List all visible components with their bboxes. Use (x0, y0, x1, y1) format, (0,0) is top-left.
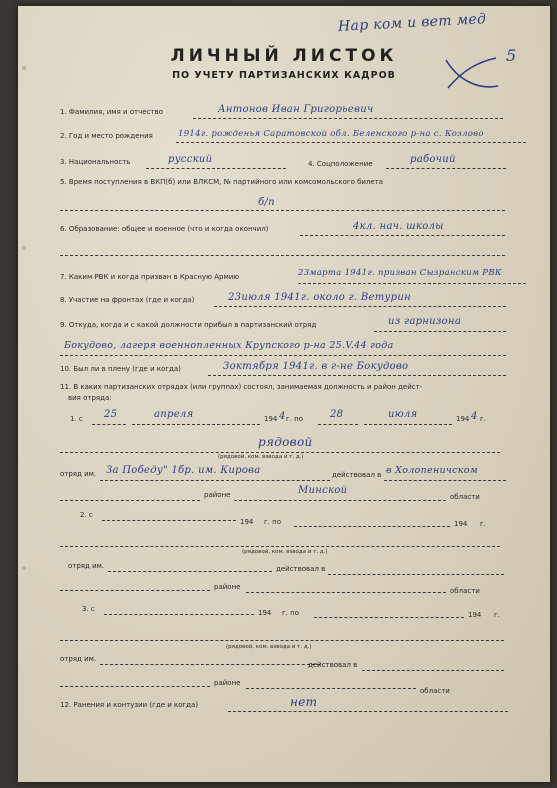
period-1-deistvoval-line (384, 480, 506, 481)
period-3-prefix: 3. с (82, 605, 95, 613)
punch-hole (22, 246, 26, 250)
period-3-end: 194 (468, 611, 482, 619)
field-5-label: 5. Время поступления в ВКП(б) или ВЛКСМ, № партийного или комсомольского билета (60, 178, 384, 186)
period-3-to-line (314, 617, 464, 618)
field-6-line (300, 235, 505, 236)
field-9-value-b: Бокудово, лагеря военнопленных Крупского р-на 25.V.44 года (64, 340, 394, 351)
field-10-value: 3октября 1941г. в г-не Бокудово (223, 361, 409, 372)
field-1-line (193, 118, 503, 119)
period-2-deistvoval-label: действовал в (276, 565, 326, 573)
field-7-label: 7. Каким РВК и когда призван в Красную Армию (60, 273, 240, 281)
period-3-position-line (60, 640, 504, 641)
page-title: ЛИЧНЫЙ ЛИСТОК (170, 46, 398, 66)
period-1-to-label: г. по (286, 415, 303, 423)
period-3-to-label: г. по (282, 609, 299, 617)
field-10-label: 10. Был ли в плену (где и когда) (60, 365, 181, 373)
field-6-value: 4кл. нач. школы (353, 221, 444, 232)
field-7-value: 23марта 1941г. призван Сызранским РВК (298, 268, 502, 278)
period-2-raione-label: районе (214, 583, 241, 591)
period-2-to-line (294, 526, 450, 527)
period-3-raion-line (60, 686, 210, 687)
field-1-value: Антонов Иван Григорьевич (218, 104, 374, 115)
page-subtitle: ПО УЧЕТУ ПАРТИЗАНСКИХ КАДРОВ (172, 70, 396, 81)
punch-hole (22, 566, 26, 570)
period-3-position-hint: (рядовой, ком. взвода и т. д.) (226, 644, 312, 650)
period-3-otryad-line (100, 664, 320, 665)
field-10-line (208, 375, 506, 376)
field-9-line-2 (60, 355, 506, 356)
period-1-otryad-label: отряд им. (60, 470, 97, 478)
period-2-from-line (102, 520, 236, 521)
period-1-year-to-digit: 4 (471, 411, 478, 422)
period-1-oblasti-label: области (450, 493, 480, 501)
period-3-oblasti-label: области (420, 687, 450, 695)
field-1-label: 1. Фамилия, имя и отчество (60, 108, 163, 116)
period-1-day-to: 28 (330, 409, 344, 420)
period-2-oblasti-label: области (450, 587, 480, 595)
period-1-oblast-value: Минской (298, 485, 348, 496)
period-2-mid: 194 (240, 518, 254, 526)
field-5-value: б/п (258, 197, 275, 208)
period-3-from-line (104, 614, 254, 615)
period-2-suffix: г. (480, 520, 486, 528)
field-11-label-cont: вия отряда: (68, 394, 112, 402)
document-sheet (18, 6, 550, 782)
period-1-raion-line (60, 500, 200, 501)
period-3-otryad-label: отряд им. (60, 655, 97, 663)
period-1-day-from-line (92, 424, 126, 425)
field-6-line-2 (60, 255, 505, 256)
period-1-deistvoval-value: в Холопеничском (386, 465, 478, 476)
field-9-label: 9. Откуда, когда и с какой должности прибыл в партизанский отряд (60, 321, 317, 329)
period-1-year-from-prefix: 194 (264, 415, 278, 423)
period-2-otryad-line (108, 571, 272, 572)
corner-note: Нар ком и вет мед (337, 11, 487, 35)
period-1-month-from-line (132, 424, 260, 425)
period-1-month-to-line (364, 424, 452, 425)
field-5-line (60, 210, 505, 211)
field-2-line (176, 142, 526, 143)
period-2-deistvoval-line (328, 574, 504, 575)
period-1-position-line (60, 452, 500, 453)
period-3-mid: 194 (258, 609, 272, 617)
period-2-position-line (60, 546, 500, 547)
field-8-value: 23июля 1941г. около г. Ветурин (228, 292, 411, 303)
field-3-label: 3. Национальность (60, 158, 131, 166)
period-1-prefix: 1. с (70, 415, 83, 423)
period-1-year-to-prefix: 194 (456, 415, 470, 423)
period-2-end: 194 (454, 520, 468, 528)
field-3-line (146, 168, 286, 169)
field-4-label: 4. Соцположение (308, 160, 373, 168)
period-1-year-from-digit: 4 (279, 411, 286, 422)
period-2-position-hint: (рядовой, ком. взвода и т. д.) (242, 549, 328, 555)
field-8-line (214, 306, 506, 307)
field-4-line (386, 168, 506, 169)
field-12-label: 12. Ранения и контузии (где и когда) (60, 701, 199, 709)
period-1-otryad-line (100, 480, 330, 481)
field-2-label: 2. Год и место рождения (60, 132, 153, 140)
field-12-line (228, 711, 508, 712)
field-11-label: 11. В каких партизанских отрядах (или группах) состоял, занимаемая должность и район дейст- (60, 383, 423, 391)
period-3-oblast-line (246, 688, 416, 689)
period-2-prefix: 2. с (80, 511, 93, 519)
field-8-label: 8. Участие на фронтах (где и когда) (60, 296, 195, 304)
period-1-raione-label: районе (204, 491, 231, 499)
field-9-value-a: из гарнизона (388, 316, 462, 327)
period-1-deistvoval-label: действовал в (332, 471, 382, 479)
field-3-value: русский (168, 154, 213, 165)
period-2-oblast-line (246, 592, 446, 593)
period-1-month-to: июля (388, 409, 418, 420)
period-1-day-to-line (318, 424, 358, 425)
period-1-month-from: апреля (154, 409, 194, 420)
period-3-raione-label: районе (214, 679, 241, 687)
field-4-value: рабочий (410, 154, 456, 165)
period-1-suffix: г. (480, 415, 486, 423)
period-2-raion-line (60, 590, 210, 591)
period-2-otryad-label: отряд им. (68, 562, 105, 570)
period-3-deistvoval-label: действовал в (308, 661, 358, 669)
period-1-otryad-value: За Победу" 1бр. им. Кирова (106, 465, 261, 476)
period-2-to-label: г. по (264, 518, 281, 526)
period-3-suffix: г. (494, 611, 500, 619)
field-7-line (298, 283, 526, 284)
period-3-deistvoval-line (362, 670, 504, 671)
field-12-value: нет (290, 695, 318, 709)
field-6-label: 6. Образование: общее и военное (что и когда окончил) (60, 225, 269, 233)
corner-mark: 5 (506, 46, 517, 65)
field-2-value: 1914г. рожденья Саратовской обл. Беленского р-на с. Козлово (178, 129, 484, 139)
period-1-position: рядовой (258, 435, 313, 449)
period-1-day-from: 25 (104, 409, 118, 420)
period-1-position-hint: (рядовой, ком. взвода и т. д.) (218, 454, 304, 460)
period-1-oblast-line (234, 500, 446, 501)
field-9-line (374, 331, 506, 332)
